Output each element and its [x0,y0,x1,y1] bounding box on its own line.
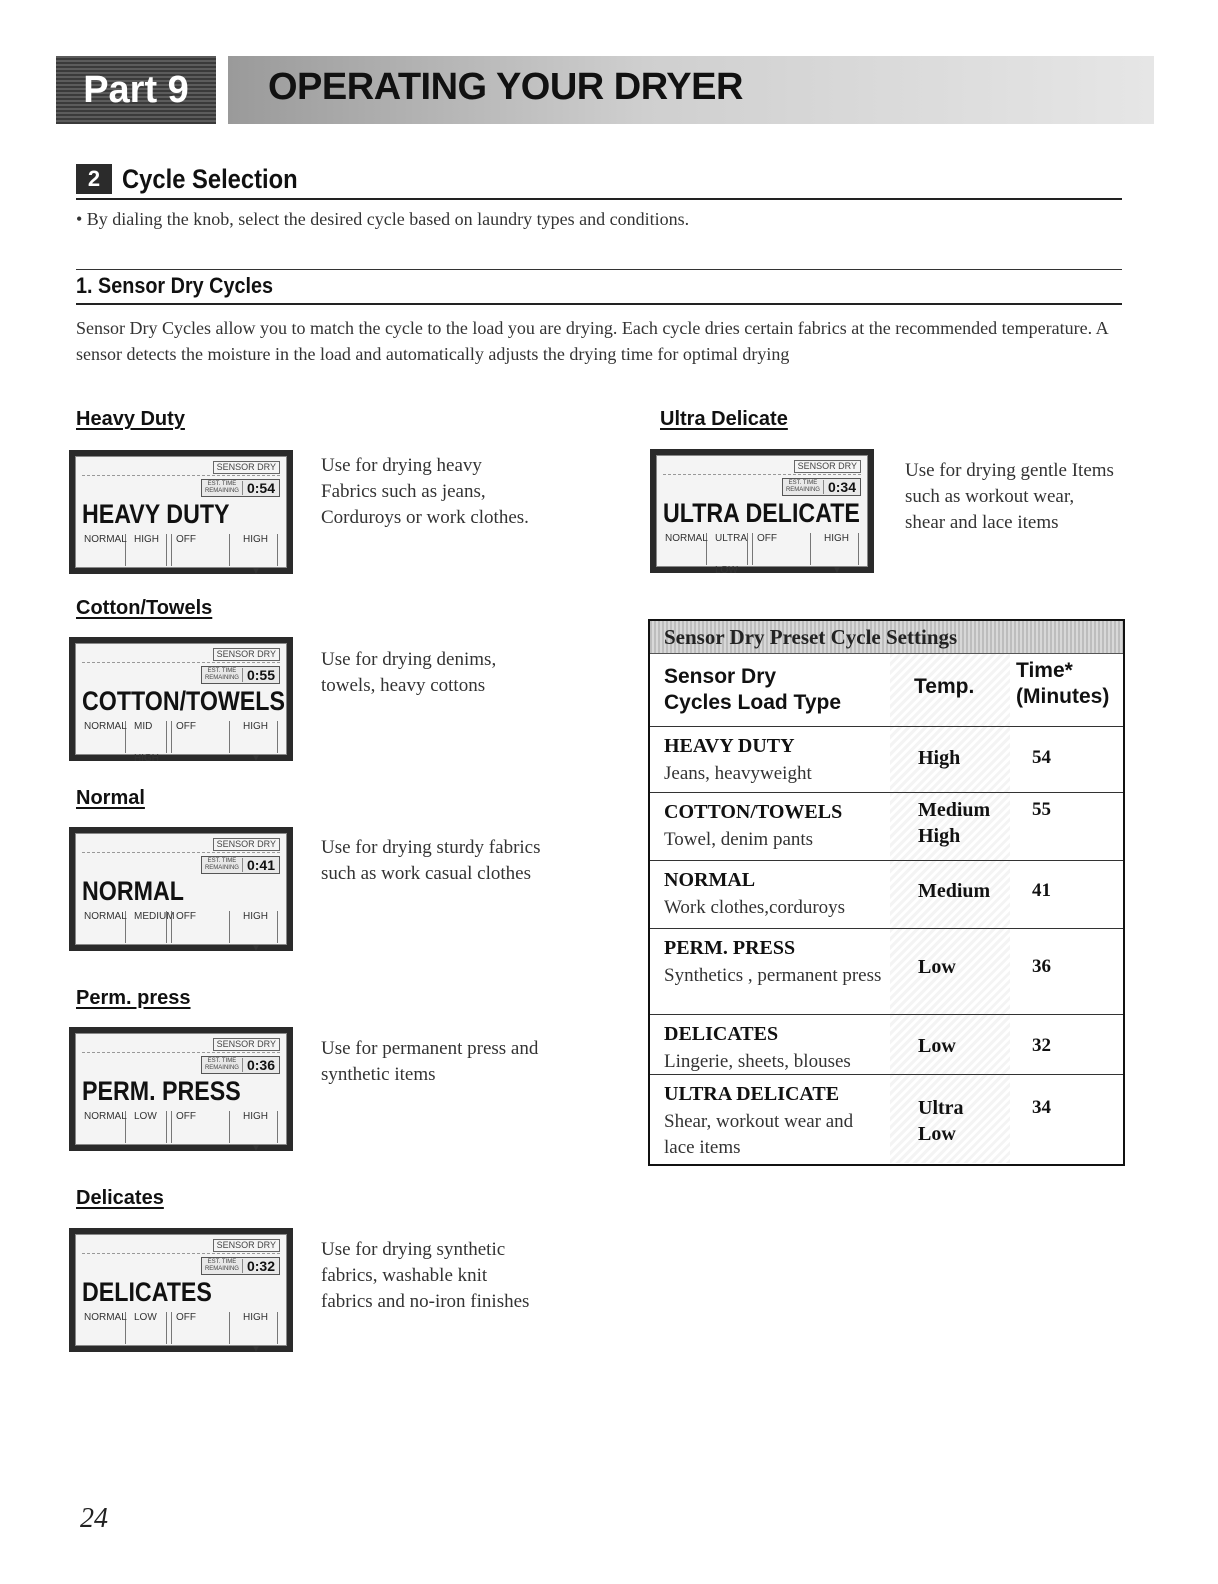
time-remaining-box: EST. TIME REMAINING 0:32 [201,1257,280,1275]
delicates-display [69,1228,293,1355]
cotton-towels-display [69,637,293,764]
time-remaining: 0:34 [827,479,856,495]
down-arrow-icon: ▼ [832,565,842,576]
section-intro: • By dialing the knob, select the desired cycle based on laundry types and conditions. [76,209,690,229]
time-remaining: 0:32 [246,1258,275,1274]
sensor-dry-indicator: SENSOR DRY [213,648,280,661]
ultra-delicate-description: Use for drying gentle Items such as workout wear, shear and lace items [905,460,1114,533]
part-label: Part 9 [83,68,189,111]
table-row: DELICATES Lingerie, sheets, blouses Low 32 [650,1015,1123,1075]
settings-row: NORMAL ULTRA LOW OFF HIGH ▼ [661,533,863,565]
table-row: HEAVY DUTY Jeans, heavyweight High 54 [650,727,1123,793]
cotton-towels-description: Use for drying denims, towels, heavy cottons [321,649,497,696]
cotton-towels-heading: Cotton/Towels [76,597,213,619]
ultra-delicate-heading: Ultra Delicate [660,408,788,430]
time-remaining-box: EST. TIME REMAINING 0:55 [201,666,280,684]
down-arrow-icon: ▼ [251,753,261,764]
table-title: Sensor Dry Preset Cycle Settings [650,621,1123,654]
subsection-divider-bottom [76,303,1122,305]
subsection-divider-top [76,269,1122,270]
table-row: ULTRA DELICATE Shear, workout wear and lace items Ultra Low 34 [650,1075,1123,1163]
sensor-dry-indicator: SENSOR DRY [213,461,280,474]
settings-row: NORMAL LOW OFF HIGH ▼ [80,1111,282,1143]
table-row: COTTON/TOWELS Towel, denim pants Medium High 55 [650,793,1123,861]
part-badge [56,56,216,124]
sensor-dry-indicator: SENSOR DRY [213,1239,280,1252]
down-arrow-icon: ▼ [251,1344,261,1355]
down-arrow-icon: ▼ [251,1143,261,1154]
delicates-heading: Delicates [76,1187,164,1209]
time-remaining-box: EST. TIME REMAINING 0:41 [201,856,280,874]
normal-display [69,827,293,954]
ultra-delicate-display [650,449,874,576]
heavy-duty-display [69,450,293,577]
section-title: Cycle Selection [122,164,298,194]
settings-row: NORMAL MEDIUM OFF HIGH ▼ [80,911,282,943]
heavy-duty-description: Use for drying heavy Fabrics such as jeans, Corduroys or work clothes. [321,455,529,528]
heavy-duty-heading: Heavy Duty [76,408,185,430]
normal-description: Use for drying sturdy fabrics such as work casual clothes [321,837,541,884]
table-row: NORMAL Work clothes,corduroys Medium 41 [650,861,1123,929]
time-remaining: 0:55 [246,667,275,683]
delicates-description: Use for drying synthetic fabrics, washable knit fabrics and no-iron finishes [321,1239,530,1312]
subsection-description: Sensor Dry Cycles allow you to match the cycle to the load you are drying. Each cycle dries certain fabrics at the recommended temperature. A sensor detects the moisture in the load and automatically adjusts the drying time for optimal drying [76,318,1108,364]
time-remaining: 0:54 [246,480,275,496]
normal-heading: Normal [76,787,145,809]
table-row: PERM. PRESS Synthetics , permanent press Low 36 [650,929,1123,1015]
cycle-name-display: PERM. PRESS [82,1076,241,1106]
time-remaining: 0:36 [246,1057,275,1073]
page-number: 24 [80,1503,108,1534]
temp-column-header: Temp. [914,675,975,698]
perm-press-description: Use for permanent press and synthetic items [321,1038,539,1085]
down-arrow-icon: ▼ [251,943,261,954]
settings-row: NORMAL MID HIGH OFF HIGH ▼ [80,721,282,753]
time-remaining: 0:41 [246,857,275,873]
perm-press-heading: Perm. press [76,987,191,1009]
subsection-title: 1. Sensor Dry Cycles [76,273,274,298]
section-number: 2 [76,164,112,194]
time-remaining-box: EST. TIME REMAINING 0:34 [782,478,861,496]
cycle-name-display: COTTON/TOWELS [82,686,285,716]
settings-row: NORMAL LOW OFF HIGH ▼ [80,1312,282,1344]
section-divider [76,198,1122,200]
sensor-dry-indicator: SENSOR DRY [213,1038,280,1051]
cycle-name-display: ULTRA DELICATE [663,498,860,528]
time-remaining-box: EST. TIME REMAINING 0:54 [201,479,280,497]
cycle-name-display: HEAVY DUTY [82,499,230,529]
sensor-dry-indicator: SENSOR DRY [213,838,280,851]
sensor-dry-indicator: SENSOR DRY [794,460,861,473]
down-arrow-icon: ▼ [251,566,261,577]
settings-row: NORMAL HIGH OFF HIGH ▼ [80,534,282,566]
table-header-row: Sensor Dry Cycles Load Type Temp. Time* (Minutes) [650,654,1123,727]
cycle-name-display: NORMAL [82,876,184,906]
chapter-title: OPERATING YOUR DRYER [268,66,743,108]
time-remaining-box: EST. TIME REMAINING 0:36 [201,1056,280,1074]
chapter-banner [228,56,1154,124]
preset-settings-table [648,619,1125,1166]
perm-press-display [69,1027,293,1154]
cycle-name-display: DELICATES [82,1277,212,1307]
